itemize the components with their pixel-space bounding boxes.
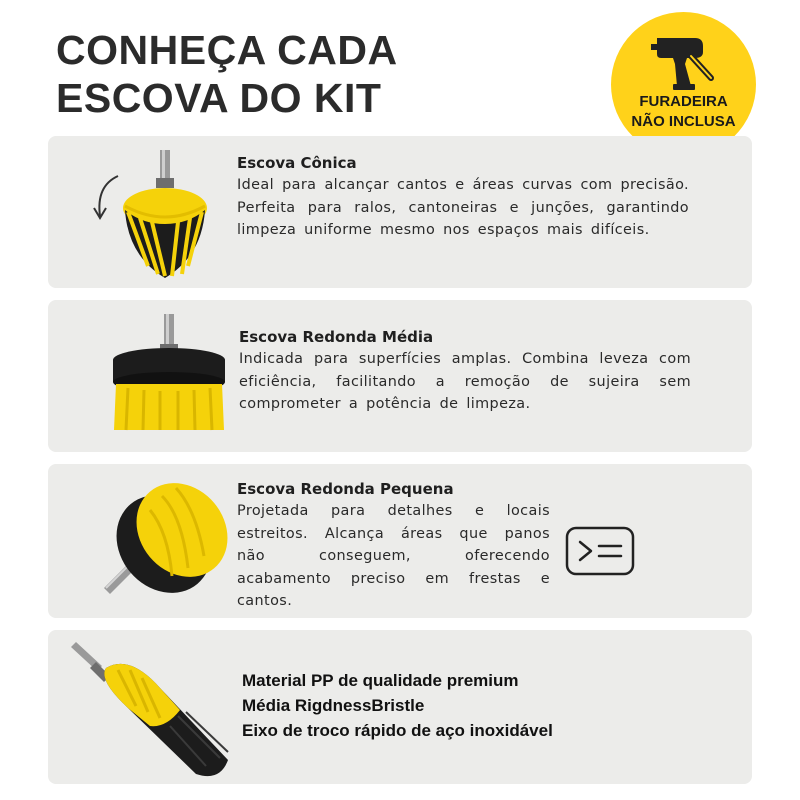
long-brush-image [70,636,240,782]
card-specs [48,630,752,784]
spec-item-shaft: Eixo de troco rápido de aço inoxidável [242,721,553,740]
badge-line-1: FURADEIRA [639,93,728,110]
card-small-round-brush [48,464,752,618]
expand-menu-icon[interactable] [565,526,635,576]
drill-icon [651,30,715,92]
spec-item-material: Material PP de qualidade premium [242,671,519,690]
medium-round-brush-image [108,312,238,442]
card-medium-round-brush [48,300,752,452]
title-line-2: ESCOVA DO KIT [56,75,382,121]
card-description: Projetada para detalhes e locais estreitos. Alcança áreas que panos não conseguem, oferecendo acabamento preciso em frestas e cantos. [237,503,550,609]
card-title: Escova Cônica [237,154,357,172]
card-description: Ideal para alcançar cantos e áreas curvas com precisão. Perfeita para ralos, cantoneiras e junções, garantindo limpeza uniforme mesmo nos espaços mais difíceis. [237,177,689,238]
small-round-brush-image [92,476,232,606]
card-small-round-text [237,478,550,613]
spec-item-rigidity: Média RigdnessBristle [242,696,425,715]
page-title [56,26,398,122]
card-title: Escova Redonda Pequena [237,480,454,498]
badge-text [611,92,756,132]
card-title: Escova Redonda Média [239,328,434,346]
card-medium-round-text [239,326,691,416]
specs-list [242,668,722,743]
title-line-1: CONHEÇA CADA [56,27,398,73]
card-conical-text [237,152,689,242]
card-description: Indicada para superfícies amplas. Combina leveza com eficiência, facilitando a remoção de sujeira sem comprometer a potência de limpeza. [239,351,691,412]
badge-line-2: NÃO INCLUSA [631,113,736,130]
card-conical-brush [48,136,752,288]
